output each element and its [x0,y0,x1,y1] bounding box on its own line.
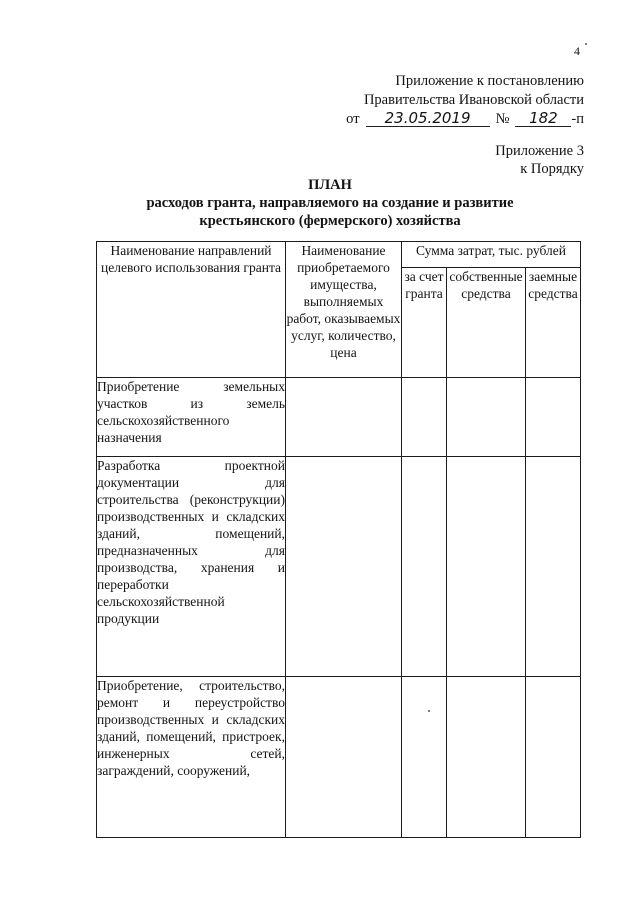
number-label: № [495,111,510,127]
annex-line-2: к Порядку [520,161,584,177]
scan-speck [428,710,430,712]
row-item-cell [286,457,402,677]
row-grant-cell [402,457,447,677]
row-grant-cell [402,677,447,838]
row-direction: Приобретение земельных участков из земель сельскохозяйственного назначения [97,378,286,457]
document-title [120,176,540,230]
table-row [97,457,581,677]
row-own-cell [447,378,526,457]
page-number: 4 [574,44,580,58]
scan-speck [585,43,587,45]
table-row [97,677,581,838]
header-direction: Наименование направлений целевого использования гранта [97,242,286,378]
handwritten-date: 23.05.2019 [366,110,490,127]
row-direction: Разработка проектной документации для строительства (реконструкции) производственных и складских зданий, помещений, предназначенных для производства, хранения и переработки сельскохозяйственной продукции [97,457,286,677]
header-cost: Сумма затрат, тыс. рублей [402,242,581,268]
row-grant-cell [402,378,447,457]
row-direction: Приобретение, строительство, ремонт и переустройство производственных и складских зданий, помещений, пристроек, инженерных сетей, заграждений, сооружений, [97,677,286,838]
title-line-1: ПЛАН [308,177,352,193]
annex-header [495,142,584,178]
subheader-borrowed-funds: заемные средства [526,268,581,378]
row-item-cell [286,677,402,838]
subheader-own-funds: собственные средства [447,268,526,378]
row-borrowed-cell [526,457,581,677]
appendix-line-2: Правительства Ивановской области [363,92,584,108]
row-own-cell [447,677,526,838]
row-own-cell [447,457,526,677]
appendix-header [346,72,584,129]
title-line-3: крестьянского (фермерского) хозяйства [199,213,461,229]
grant-expense-plan-table [96,241,581,838]
annex-line-1: Приложение 3 [495,143,584,159]
table-row [97,378,581,457]
title-line-2: расходов гранта, направляемого на создание и развитие [146,195,514,211]
table-header-row [97,242,581,268]
handwritten-number: 182 [515,110,571,127]
subheader-grant: за счет гранта [402,268,447,378]
header-item: Наименование приобретаемого имущества, выполняемых работ, оказываемых услуг, количество, цена [286,242,402,378]
decree-line [346,110,584,129]
appendix-line-1: Приложение к постановлению [395,73,584,89]
row-borrowed-cell [526,378,581,457]
row-borrowed-cell [526,677,581,838]
from-label: от [346,111,360,127]
row-item-cell [286,378,402,457]
number-suffix: -п [571,111,584,127]
